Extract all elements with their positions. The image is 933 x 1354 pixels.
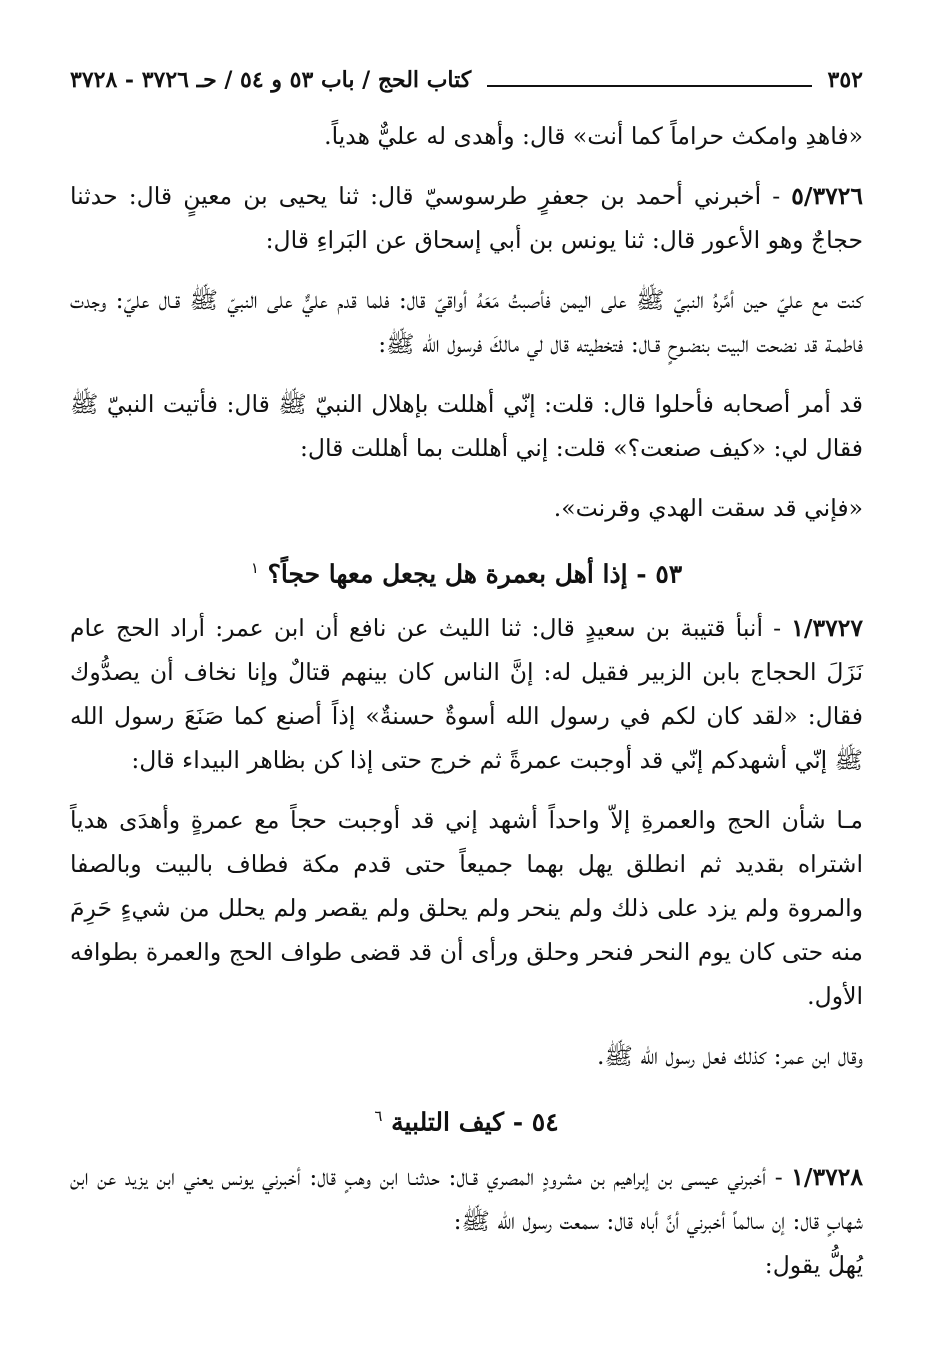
heading-text: ٥٣ - إذا أهل بعمرة هل يجعل معها حجاً؟ — [267, 559, 683, 589]
hadith-isnad: - أخبرني أحمد بن جعفرٍ طرسوسيّ قال: ثنا يحيى بن معينٍ قال: حدثنا حجاجٌ وهو الأعور قال: ثنا يونس بن أبي إسحاق عن البَراءِ قال: — [70, 182, 863, 254]
hadith-3727 — [70, 606, 863, 782]
spacer — [70, 470, 863, 486]
hadith-text: كنت مع عليّ حين أمَّرهُ النبيّ ﷺ على اليمن فأصبتُ مَعَهُ أواقيّ قال: فلما قدم عليٌّ على النبيّ ﷺ قـال عليّ: وجدت فاطمـة قد نضحت البيت بنضـوحٍ قـال: فتخطيته قال لي مالكَ فرسول الله ﷺ: — [70, 286, 863, 358]
hadith-text: مـا شأن الحج والعمرةِ إلاّ واحداً أشهد إني قد أوجبت حجاً مع عمرةٍ وأهدَى هدياً اشتراه بقديد ثم انطلق يهل بهما جميعاً حتى قدم مكة فطاف بالبيت وبالصفا والمروة ولم يزد على ذلك ولم ينحر ولم يحلق ولم يقصر ولم يحلل من شيءٍ حَرِمَ منه حتى كان يوم النحر فنحر وحلق ورأى أن قد قضى طواف الحج والعمرة بطوافه الأول. — [70, 806, 863, 1011]
heading-text: ٥٤ - كيف التلبية — [391, 1107, 559, 1137]
hadith-text: يُهلُّ يقول: — [764, 1250, 863, 1279]
footnote-marker: ٦ — [374, 1107, 383, 1126]
spacer — [70, 782, 863, 798]
spacer — [70, 366, 863, 382]
hadith-number: ١/٣٧٢٧ — [791, 614, 863, 643]
paragraph-1: «فاهدِ وامكث حراماً كما أنت» قال: وأهدى له عليٌّ هدياً. — [324, 122, 863, 150]
footnote-marker: ١ — [250, 559, 259, 577]
hadith-3726 — [70, 174, 863, 262]
hadith-text: «فإني قد سقت الهدي وقرنت». — [553, 494, 863, 522]
page-number: ٣٥٢ — [827, 67, 863, 93]
hadith-text: قد أمر أصحابه فأحلوا قال: قلت: إنّي أهللت بإهلال النبيّ ﷺ قال: فأتيت النبيّ ﷺ فقال لي: «كيف صنعت؟» قلت: إني أهللت بما أهللت قال: — [70, 390, 863, 462]
hadith-3728 — [70, 1155, 863, 1243]
section-heading-54 — [70, 1092, 863, 1146]
hadith-text: وقال ابن عمر: كذلك فعل رسول الله ﷺ. — [597, 1042, 863, 1071]
spacer — [70, 158, 863, 174]
section-heading-53 — [70, 544, 863, 598]
page-header — [70, 62, 863, 98]
hadith-isnad: - أنبأ قتيبة بن سعيدٍ قال: ثنا الليث عن نافع أن ابن عمر: أراد الحج عام نَزَلَ الحجاج بابن الزبير فقيل له: إنَّ الناس كان بينهم قتالٌ وإنا نخاف أن يصدُّوك فقال: «لقد كان لكم في رسول الله أسوةٌ حسنةٌ» إذاً أصنع كما صَنَعَ رسول الله ﷺ إنّي أشهدكم إنّي قد أوجبت عمرةً ثم خرج حتى إذا كن بظاهر البيداء قال: — [70, 614, 863, 775]
hadith-isnad: - أخبرني عيسى بن إبراهيم بن مشرودٍ المصري قـال: حدثنـا ابن وهبٍ قال: أخبرني يونس يعني ابن يزيد عن ابن شهابٍ قال: إن سالماً أخبرني أنَّ أباه قال: سمعت رسول الله ﷺ: — [70, 1162, 863, 1235]
spacer — [70, 262, 863, 278]
hadith-number: ٥/٣٧٢٦ — [791, 182, 863, 210]
header-rule — [487, 85, 811, 87]
running-title: كتاب الحج / باب ٥٣ و ٥٤ / حـ ٣٧٢٦ - ٣٧٢٨ — [70, 67, 472, 93]
spacer — [70, 1018, 863, 1034]
hadith-number: ١/٣٧٢٨ — [791, 1162, 863, 1191]
